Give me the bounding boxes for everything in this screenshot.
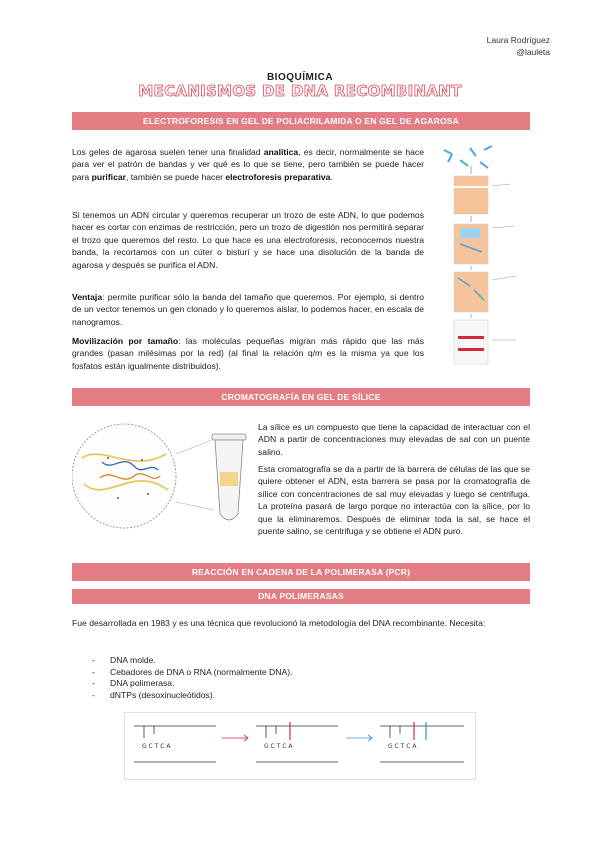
author-block bbox=[487, 34, 550, 58]
list-item: - dNTPs (desoxinucleótidos). bbox=[92, 690, 492, 702]
paragraph-ventaja: Ventaja: permite purificar sólo la banda del tamaño que queremos. Por ejemplo, si dentro de un vector tenemos un gen clonado y lo queremos aislar, lo podemos hacer, en escala de nanogramos. bbox=[72, 292, 424, 327]
dna-fragments-panel bbox=[444, 146, 492, 168]
svg-text:G C T C A: G C T C A bbox=[388, 743, 417, 750]
pcr-requirements-list bbox=[92, 655, 492, 701]
svg-text:G C T C A: G C T C A bbox=[142, 743, 171, 750]
silica-column-diagram bbox=[72, 414, 252, 534]
paragraph-cromatografia-proceso: Esta cromatografía se da a partir de la barrera de células de las que se quiere obtener el ADN, esta barrera se pasa por la cromatografía de sílice con concentraciones de sal muy elevadas y luego se centrifuga. La proteína pasará de largo porque no interactúa con la sílice, por lo que la eliminaremos. Después de eliminar toda la sal, se hace el puente salino, se centrifuga y se obtiene el ADN puro. bbox=[258, 464, 530, 537]
dna-polymerase-figure bbox=[124, 712, 476, 780]
paragraph-pcr-intro: Fue desarrollada en 1983 y es una técnica que revolucionó la metodología del DNA recombinante. Necesita: bbox=[72, 618, 486, 628]
paragraph-geles-agarosa: Los geles de agarosa suelen tener una finalidad analítica, es decir, normalmente se hace para ver el patrón de bandas y ver qué es lo que se tiene, pero también se puede hacer para purificar, también se puede hacer electroforesis preparativa. bbox=[72, 147, 424, 182]
section-banner-cromatografia: CROMATOGRAFÍA EN GEL DE SÍLICE bbox=[72, 388, 530, 406]
list-item: - DNA polimerasa. bbox=[92, 678, 492, 690]
cromatografia-figure bbox=[72, 414, 252, 534]
section-banner-pcr: REACCIÓN EN CADENA DE LA POLIMERASA (PCR) bbox=[72, 563, 530, 581]
electroforesis-diagram bbox=[430, 140, 530, 375]
list-item: - DNA molde. bbox=[92, 655, 492, 667]
paragraph-adn-circular: Si tenemos un ADN circular y queremos recuperar un trozo de este ADN, lo que podemos hacer es cortar con enzimas de restricción, pero un trozo de digestión nos permitirá separar el trozo que queremos del resto. Lo que hace es una electroforesis, reconocemos nuestra banda, la recortamos con un cúter o bisturí y se hace una disolución de la banda de agarosa y después se purifica el ADN. bbox=[72, 210, 424, 270]
paragraph-movilizacion: Movilización por tamaño: las moléculas pequeñas migran más rápido que las más grandes (pasan milésimas por la red) (al final la relación q/m es la misma ya que los fosfatos están igualmente distribuidos). bbox=[72, 336, 424, 371]
svg-text:G C T C A: G C T C A bbox=[264, 743, 293, 750]
sub-banner-dna-polimerasas: DNA POLIMERASAS bbox=[72, 589, 530, 604]
subject-heading: BIOQUÍMICA bbox=[266, 72, 334, 83]
electroforesis-figure bbox=[430, 140, 530, 375]
page-title: MECANISMOS DE DNA RECOMBINANT bbox=[138, 82, 462, 100]
author-name: Laura Rodríguez bbox=[486, 35, 550, 45]
author-handle: @lauleta bbox=[516, 47, 550, 57]
paragraph-silice: La sílice es un compuesto que tiene la capacidad de interactuar con el ADN a partir de concentraciones muy elevadas de sal con un puente salino. bbox=[258, 422, 530, 457]
list-item: - Cebadores de DNA o RNA (normalmente DNA). bbox=[92, 667, 492, 679]
section-banner-electroforesis: ELECTROFORESIS EN GEL DE POLIACRILAMIDA O EN GEL DE AGAROSA bbox=[72, 112, 530, 130]
polymerase-steps-diagram bbox=[124, 712, 476, 780]
